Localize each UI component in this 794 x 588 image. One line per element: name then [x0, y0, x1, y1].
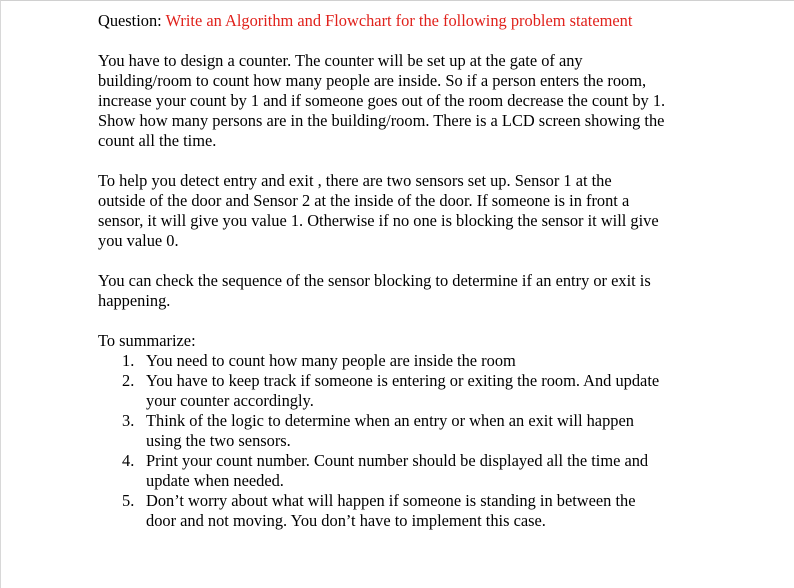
list-item-number: 3.: [122, 411, 135, 430]
list-item-number: 2.: [122, 371, 135, 390]
summary-heading: To summarize:: [98, 331, 196, 350]
paragraph-line: Show how many persons are in the building/room. There is a LCD screen showing the: [98, 111, 665, 130]
list-item-number: 4.: [122, 451, 135, 470]
list-item-line: Don’t worry about what will happen if someone is standing in between the: [146, 491, 636, 510]
paragraph-line: sensor, it will give you value 1. Otherwise if no one is blocking the sensor it will give: [98, 211, 659, 230]
question-label: Question:: [98, 11, 162, 30]
list-item: [98, 371, 738, 411]
paragraph-sequence: [98, 271, 738, 311]
paragraph-line: happening.: [98, 291, 171, 310]
list-item: [98, 351, 738, 371]
question-line: [98, 11, 738, 31]
list-item-line: update when needed.: [146, 471, 284, 490]
paragraph-counter-design: [98, 51, 738, 151]
list-item: [98, 491, 738, 531]
summary-section: [98, 331, 738, 531]
list-item-number: 1.: [122, 351, 135, 370]
document-content: [98, 11, 738, 531]
paragraph-line: You can check the sequence of the sensor blocking to determine if an entry or exit is: [98, 271, 651, 290]
paragraph-line: you value 0.: [98, 231, 179, 250]
list-item-line: your counter accordingly.: [146, 391, 314, 410]
list-item: [98, 451, 738, 491]
list-item-number: 5.: [122, 491, 135, 510]
paragraph-line: count all the time.: [98, 131, 217, 150]
list-item-line: using the two sensors.: [146, 431, 291, 450]
list-item-line: You have to keep track if someone is entering or exiting the room. And update: [146, 371, 660, 390]
list-item-line: Think of the logic to determine when an entry or when an exit will happen: [146, 411, 634, 430]
paragraph-line: increase your count by 1 and if someone goes out of the room decrease the count by 1.: [98, 91, 666, 110]
list-item-line: door and not moving. You don’t have to implement this case.: [146, 511, 546, 530]
paragraph-line: building/room to count how many people are inside. So if a person enters the room,: [98, 71, 647, 90]
paragraph-line: To help you detect entry and exit , there are two sensors set up. Sensor 1 at the: [98, 171, 612, 190]
question-text: Write an Algorithm and Flowchart for the following problem statement: [165, 11, 633, 30]
list-item: [98, 411, 738, 451]
paragraph-line: You have to design a counter. The counter will be set up at the gate of any: [98, 51, 583, 70]
paragraph-line: outside of the door and Sensor 2 at the inside of the door. If someone is in front a: [98, 191, 630, 210]
list-item-line: Print your count number. Count number should be displayed all the time and: [146, 451, 649, 470]
paragraph-sensors: [98, 171, 738, 251]
summary-list: [98, 351, 738, 531]
list-item-line: You need to count how many people are inside the room: [146, 351, 516, 370]
